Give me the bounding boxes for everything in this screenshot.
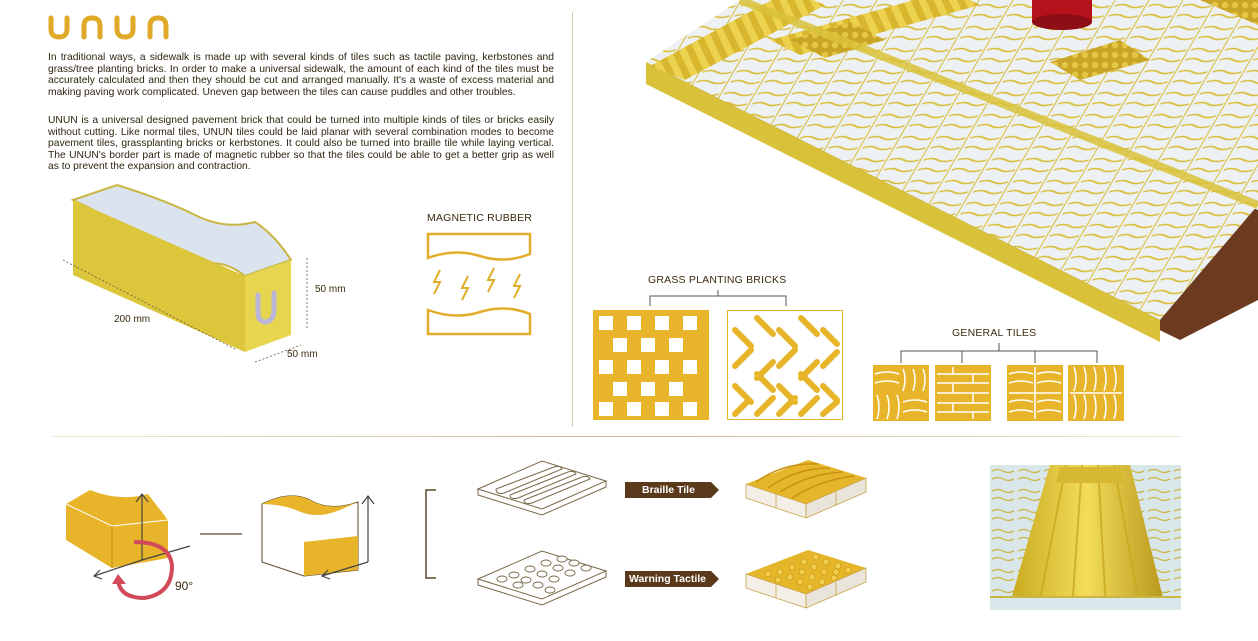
unun-logo [48, 14, 170, 40]
general-tiles-label: GENERAL TILES [952, 327, 1037, 339]
rotated-brick [260, 490, 380, 585]
unun-paragraph: UNUN is a universal designed pavement brick that could be turned into multiple kinds of tiles or bricks easily without cutting. Like normal tiles, UNUN tiles could be laid planar with several combination modes to become pavement tiles, grassplanting bricks or kerbstones. It could also be turned into braille tile while laying vertical. The UNUN's border part is made of magnetic rubber so that the tiles could be able to get a better grip as well as to prevent the expansion and contraction. [48, 115, 554, 173]
grass-brick-diagonal [727, 310, 843, 420]
connector-line [200, 532, 242, 536]
length-dimension: 200 mm [114, 314, 151, 325]
braille-mold [474, 455, 610, 519]
magnetic-rubber-diagram [420, 228, 536, 340]
braille-tile-render [744, 452, 868, 522]
warning-tactile-label: Warning Tactile [629, 573, 707, 585]
intro-paragraph: In traditional ways, a sidewalk is made up with several kinds of tiles such as tactile paving, kerbstones and grass/tree planting bricks. In order to make a universal sidewalk, the amount of each kind of the tiles must be accurately calculated and then they should be cut and arranged manually. It's a waste of excess material and making paving work complicated. Uneven gap between the tiles can cause puddles and other troubles. [48, 52, 554, 98]
grass-bracket [593, 288, 843, 310]
warning-tile-render [744, 542, 868, 614]
rotate-arrow-icon [112, 574, 126, 584]
spark-icon [434, 270, 440, 294]
general-tile-3 [1007, 365, 1063, 421]
height-dimension: 50 mm [315, 284, 346, 295]
general-tile-1 [873, 365, 929, 421]
section-divider-horizontal [52, 436, 1182, 437]
width-dimension: 50 mm [287, 349, 318, 360]
magnetic-rubber-label: MAGNETIC RUBBER [427, 212, 533, 224]
grass-brick-grid [593, 310, 709, 420]
braille-tile-label: Braille Tile [642, 484, 695, 496]
grass-planting-label: GRASS PLANTING BRICKS [648, 274, 787, 286]
braille-path-render [990, 465, 1181, 610]
general-tile-2 [935, 365, 991, 421]
general-tile-4 [1068, 365, 1124, 421]
rotation-degree: 90° [175, 579, 194, 593]
option-bracket [424, 488, 438, 580]
warning-mold [474, 545, 610, 609]
general-bracket [873, 341, 1125, 365]
section-divider-vertical [572, 12, 573, 427]
brick-illustration [55, 180, 365, 370]
